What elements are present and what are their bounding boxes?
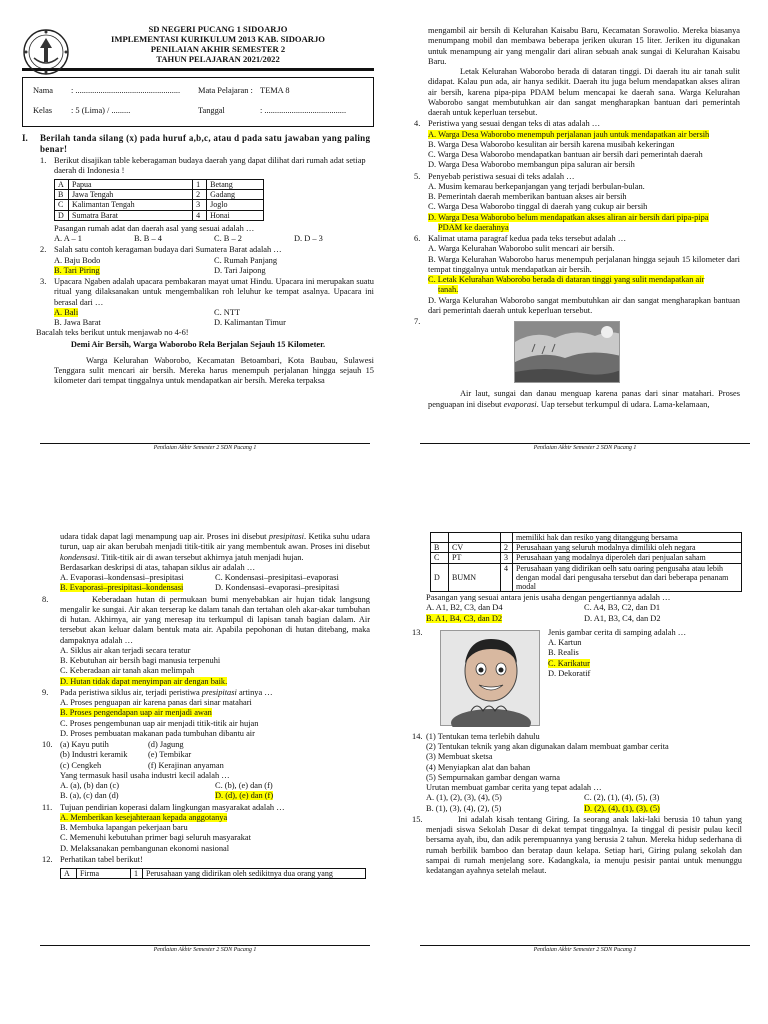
q13-option-d[interactable]: D. Dekoratif	[548, 668, 591, 678]
caricature-image	[440, 630, 540, 726]
question-1: 1. Berikut disajikan table keberagaman budaya daerah yang dapat dilihat dari rumah adat setiap daerah di Indonesia !	[40, 155, 366, 175]
question-11: 11. Tujuan pendirian koperasi dalam lingkungan masyarakat adalah …	[42, 802, 285, 812]
question-10: 10. (a) Kayu putih (d) Jagung (b) Industri keramik (e) Tembikar (c) Cengkeh (f) Kerajinan anyaman	[42, 740, 224, 770]
passage-intro: Bacalah teks berikut untuk menjawab no 4-6!	[36, 328, 189, 338]
q2-option-a[interactable]: A. Baju Bodo	[54, 255, 101, 265]
question-5: 5. Penyebab peristiwa sesuai di teks adalah …	[414, 171, 575, 181]
q6-option-b[interactable]: B. Warga Kelurahan Waborobo harus menempuh perjalanan hingga sejauh 15 kilometer dari tempat tinggalnya untuk mendapatkan air bersih.	[428, 254, 740, 274]
table-row: C PT 3 Perusahaan yang modalnya diperoleh dari penjualan saham	[431, 553, 742, 563]
q11-option-c[interactable]: C. Memenuhi kebutuhan primer bagi seluruh masyarakat	[60, 833, 251, 843]
q9-option-c[interactable]: C. Proses pengembunan uap air menjadi titik-titik air hujan	[60, 718, 259, 728]
q11-option-b[interactable]: B. Membuka lapangan pekerjaan baru	[60, 823, 188, 832]
table-row: D Sumatra Barat 4 Honai	[55, 210, 264, 220]
passage-title: Demi Air Bersih, Warga Waborobo Rela Berjalan Sejauh 15 Kilometer.	[70, 339, 326, 349]
q10-option-d[interactable]: D. (d), (e) dan (f)	[215, 791, 274, 801]
q5-option-b[interactable]: B. Pemerintah daerah memberikan bantuan akses air bersih	[428, 192, 627, 201]
question-13: 13. Jenis gambar cerita di samping adalah … A. Kartun B. Realis C. Karikatur D. Dekoratif	[412, 628, 742, 726]
question-14: 14. (1) Tentukan tema terlebih dahulu (2) Tentukan teknik yang akan digunakan dalam membuat gambar cerita (3) Membuat sketsa (4) Menyiapkan alat dan bahan (5) Sempurnakan gambar dengan warna	[412, 731, 669, 782]
q8-option-c[interactable]: C. Keberadaan air tanah akan melimpah	[60, 666, 195, 676]
q1-option-c[interactable]: C. B – 2	[214, 234, 242, 243]
question-9: 9. Pada peristiwa siklus air, terjadi peristiwa presipitasi artinya …	[42, 687, 273, 697]
table-row: C Kalimantan Tengah 3 Joglo	[55, 200, 264, 210]
instruction: I. Berilah tanda silang (x) pada huruf a,b,c, atau d pada satu jawaban yang paling benar!	[22, 132, 371, 154]
passage-paragraph-1: Warga Kelurahan Waborobo, Kecamatan Betoambari, Kota Baubau, Sulawesi Tenggara sulit mencari air bersih. Mereka harus menempuh perjalanan hingga sejauh 15 kilometer dari tempat tinggalnya untuk mendapatkan air bersih. Mereka terpaksa	[54, 355, 374, 386]
q7-option-d[interactable]: D. Kondensasi–evaporasi–presipitasi	[215, 583, 340, 593]
q10-option-a[interactable]: A. (a), (b) dan (c)	[60, 781, 120, 790]
table-row: A Firma 1 Perusahaan yang didirikan oleh sedikitnya dua orang yang	[61, 869, 366, 879]
q3-option-d[interactable]: D. Kalimantan Timur	[214, 318, 286, 327]
subject-label: Mata Pelajaran :	[198, 85, 253, 95]
q2-option-c[interactable]: C. Rumah Panjang	[214, 255, 278, 265]
table-row: memiliki hak dan resiko yang ditanggung bersama	[431, 533, 742, 543]
table-row: A Papua 1 Betang	[55, 180, 264, 190]
question-12: 12. Perhatikan tabel berikut!	[42, 854, 143, 864]
table-row: D BUMN 4 Perusahaan yang didirikan oelh satu oaring pengusaha atau lebih dengan modal dari pengusaha tersebut dan dari beberapa penanam modal	[431, 563, 742, 592]
exam-title: SD NEGERI PUCANG 1 SIDOARJO IMPLEMENTASI KURIKULUM 2013 KAB. SIDOARJO PENILAIAN AKHIR SEMESTER 2 TAHUN PELAJARAN 2021/2022	[111, 24, 325, 65]
q12-table-continued	[430, 532, 742, 592]
q8-option-b[interactable]: B. Kebutuhan air bersih bagi manusia terpenuhi	[60, 656, 221, 665]
q6-option-a[interactable]: A. Warga Kelurahan Waborobo sulit mencari air bersih.	[428, 244, 615, 254]
q3-option-b[interactable]: B. Jawa Barat	[54, 318, 101, 327]
passage-continued: mengambil air bersih di Kelurahan Kaisabu Baru, Kecamatan Sorawolio. Mereka biasanya menumpang mobil dan membawa beberapa jeriken ukuran 15 liter. Jeriken itu digunakan untuk menampung air yang mengalir dari aliran sebuah anak sungai di Kelurahan Kaisabu Baru.	[428, 26, 740, 66]
class-label: Kelas	[33, 105, 53, 115]
date-label: Tanggal	[198, 105, 225, 115]
q10-option-b[interactable]: B. (a), (c) dan (d)	[60, 791, 119, 801]
table-row: B Jawa Tengah 2 Gadang	[55, 190, 264, 200]
q13-option-a[interactable]: A. Kartun	[548, 638, 582, 648]
water-cycle-image	[514, 321, 620, 383]
page-2	[414, 26, 740, 410]
q1-option-d[interactable]: D. D – 3	[294, 234, 323, 243]
class-field[interactable]: : 5 (Lima) / .........	[71, 105, 131, 115]
q12-option-c[interactable]: C. A4, B3, C2, dan D1	[584, 603, 661, 613]
page-3-footer: Penilaian Akhir Semester 2 SDN Pucang 1	[40, 945, 370, 954]
q9-option-a[interactable]: A. Proses penguapan air karena panas dari sinar matahari	[60, 698, 252, 707]
q1-options	[40, 234, 374, 244]
q7-prompt: Berdasarkan deskripsi di atas, tahapan siklus air adalah …	[60, 562, 256, 572]
q12-option-a[interactable]: A. A1, B2, C3, dan D4	[426, 603, 503, 613]
q13-option-b[interactable]: B. Realis	[548, 648, 579, 658]
question-4: 4. Peristiwa yang sesuai dengan teks di atas adalah …	[414, 119, 601, 129]
q4-option-a[interactable]: A. Warga Desa Waborobo menempuh perjalanan jauh untuk mendapatkan air bersih	[428, 129, 710, 139]
q12-option-d[interactable]: D. A1, B3, C4, dan D2	[584, 613, 661, 623]
q10-option-c[interactable]: C. (b), (e) dan (f)	[215, 781, 273, 790]
q7-option-c[interactable]: C. Kondensasi–presipitasi–evaporasi	[215, 573, 339, 582]
q7-option-b[interactable]: B. Evaporasi–presipitasi–kondensasi	[60, 583, 184, 593]
q14-option-d[interactable]: D. (2), (4), (1), (3), (5)	[584, 803, 660, 813]
q8-option-d[interactable]: D. Hutan tidak dapat menyimpan air dengan baik.	[60, 676, 228, 686]
page-2-footer: Penilaian Akhir Semester 2 SDN Pucang 1	[420, 443, 750, 452]
q7-continued: udara tidak dapat lagi menampung uap air. Proses ini disebut presipitasi. Ketika suhu udara turun, uap air akan berubah menjadi titik-titik air yang membentuk awan. Proses ini disebut kondensasi. Titik-titik air di awan tersebut akhirnya jatuh menjadi hujan.	[60, 532, 370, 562]
page-4	[412, 532, 742, 876]
q1-option-a[interactable]: A. A – 1	[54, 234, 82, 243]
page-3	[42, 532, 370, 879]
q4-option-d[interactable]: D. Warga Desa Waborobo membangun pipa saluran air bersih	[428, 160, 635, 170]
q7-text: Air laut, sungai dan danau menguap karena panas dari sinar matahari. Proses penguapan ini disebut evaporasi. Uap tersebut terkumpul di udara. Lama-kelamaan,	[428, 389, 740, 409]
q9-option-b[interactable]: B. Proses pengendapan uap air menjadi awan	[60, 708, 212, 718]
q1-table	[54, 179, 264, 221]
q13-text: Jenis gambar cerita di samping adalah …	[548, 627, 687, 637]
q11-option-d[interactable]: D. Melaksanakan pembangunan ekonomi nasional	[60, 843, 230, 853]
school-logo	[22, 28, 70, 76]
q8-option-a[interactable]: A. Siklus air akan terjadi secara teratur	[60, 645, 191, 655]
page-1	[22, 24, 374, 387]
q3-option-a[interactable]: A. Bali	[54, 307, 79, 317]
name-label: Nama	[33, 85, 53, 95]
q1-prompt: Pasangan rumah adat dan daerah asal yang sesuai adalah …	[54, 223, 255, 233]
page-4-footer: Penilaian Akhir Semester 2 SDN Pucang 1	[420, 945, 750, 954]
q3-option-c[interactable]: C. NTT	[214, 307, 241, 317]
passage-paragraph-2: Letak Kelurahan Waborobo berada di dataran tinggi. Di daerah itu air tanah sulit didapat. Kalau pun ada, air hanya sedikit. Daerah itu juga belum mendapatkan akses aliran air bersih, karena pipa-pipa PDAM belum mencapai ke daerah sana. Warga Kelurahan Waborobo sangat membutuhkan air dan sangat mengharapkan bantuan dari pemerintah daerah untuk keperluan tersebut.	[428, 67, 740, 117]
q13-option-c[interactable]: C. Karikatur	[548, 658, 590, 668]
q14-option-b[interactable]: B. (1), (3), (4), (2), (5)	[426, 803, 502, 813]
q2-option-b[interactable]: B. Tari Piring	[54, 265, 100, 275]
question-8: 8. Keberadaan hutan di permukaan bumi menyebabkan air hujan tidak langsung mengalir ke sungai. Air akan terserap ke dalam tanah dan tertahan oleh akar-akar tumbuhan di hutan. Akhirnya, air yang meresap itu terkumpul di lapisan tanah bagian dalam. Air tersebut akan keluar dalam bentuk mata air. Apabila pepohonan di hutan ditebang, maka dampaknya adalah …	[42, 594, 370, 645]
q14-option-a[interactable]: A. (1), (2), (3), (4), (5)	[426, 793, 502, 803]
page-1-footer: Penilaian Akhir Semester 2 SDN Pucang 1	[40, 443, 370, 452]
q5-option-a[interactable]: A. Musim kemarau berkepanjangan yang terjadi berbulan-bulan.	[428, 181, 645, 191]
question-6: 6. Kalimat utama paragraf kedua pada teks tersebut adalah …	[414, 234, 627, 243]
q10-prompt: Yang termasuk hasil usaha industri kecil adalah …	[60, 770, 230, 780]
question-2: 2. Salah satu contoh keragaman budaya dari Sumatera Barat adalah …	[40, 245, 282, 255]
question-7: 7.	[414, 317, 421, 326]
q6-option-d[interactable]: D. Warga Kelurahan Waborobo sangat membutuhkan air dan sangat mengharapkan bantuan dari pemerintah daerah untuk keperluan tersebut.	[428, 295, 740, 315]
q12-prompt: Pasangan yang sesuai antara jenis usaha dengan pengertiannya adalah …	[426, 593, 671, 603]
q14-prompt: Urutan membuat gambar cerita yang tepat adalah …	[426, 783, 602, 793]
q12-table	[60, 868, 366, 879]
q6-option-c[interactable]: C. Letak Kelurahan Waborobo berada di dataran tinggi yang sulit mendapatkan air tanah.	[428, 275, 705, 295]
q11-option-a[interactable]: A. Memberikan kesejahteraan kepada anggotanya	[60, 812, 228, 822]
question-15: 15. Ini adalah kisah tentang Giring. Ia seorang anak laki-laki berusia 10 tahun yang menjadi siswa Sekolah Dasar di dekat tempat tinggalnya. Ia tinggal di pesisir pulau kecil bersama ayah, ibu, dan adik perempuannya yang berusia 2 tahun. Mereka hidup sederhana di rumah berbilik bamboo dan beratap daun kelapa. Setiap hari, Giring pulang sekolah dan sampai di rumah menjelang sore. Kadangkala, ia menuju pesisir pantai untuk menunggu kedatangan ayahnya setelah melaut.	[412, 814, 742, 876]
student-identity-box	[22, 77, 374, 127]
q1-option-b[interactable]: B. B – 4	[134, 234, 162, 243]
q14-option-c[interactable]: C. (2), (1), (4), (5), (3)	[584, 793, 660, 803]
q7-option-a[interactable]: A. Evaporasi–kondensasi–presipitasi	[60, 573, 184, 582]
q2-option-d[interactable]: D. Tari Jaipong	[214, 265, 266, 275]
subject-value: TEMA 8	[260, 85, 290, 95]
q5-option-c[interactable]: C. Warga Desa Waborobo tinggal di daerah yang cukup air bersih	[428, 202, 648, 212]
question-3: 3. Upacara Ngaben adalah upacara pembakaran mayat umat Hindu. Upacara ini merupakan suatu ritual yang dilaksanakan untuk mengembalikan roh leluhur ke tempat asalnya. Upacara ini berasal dari …	[40, 277, 374, 307]
header-divider	[22, 68, 374, 71]
q12-option-b[interactable]: B. A1, B4, C3, dan D2	[426, 613, 503, 623]
q9-option-d[interactable]: D. Proses pembuatan makanan pada tumbuhan dibantu air	[60, 728, 255, 738]
q4-option-c[interactable]: C. Warga Desa Waborobo mendapatkan bantuan air bersih dari pemerintah daerah	[428, 150, 703, 159]
table-row: B CV 2 Perusahaan yang seluruh modalnya dimiliki oleh negara	[431, 543, 742, 553]
q5-option-d[interactable]: D. Warga Desa Waborobo belum mendapatkan akses aliran air bersih dari pipa-pipa PDAM ke daerahnya	[428, 212, 709, 232]
date-field[interactable]: : .......................................	[260, 105, 347, 115]
q4-option-b[interactable]: B. Warga Desa Waborobo kesulitan air bersih karena musibah kekeringan	[428, 139, 675, 149]
name-field[interactable]: : ..................................................	[71, 85, 181, 95]
